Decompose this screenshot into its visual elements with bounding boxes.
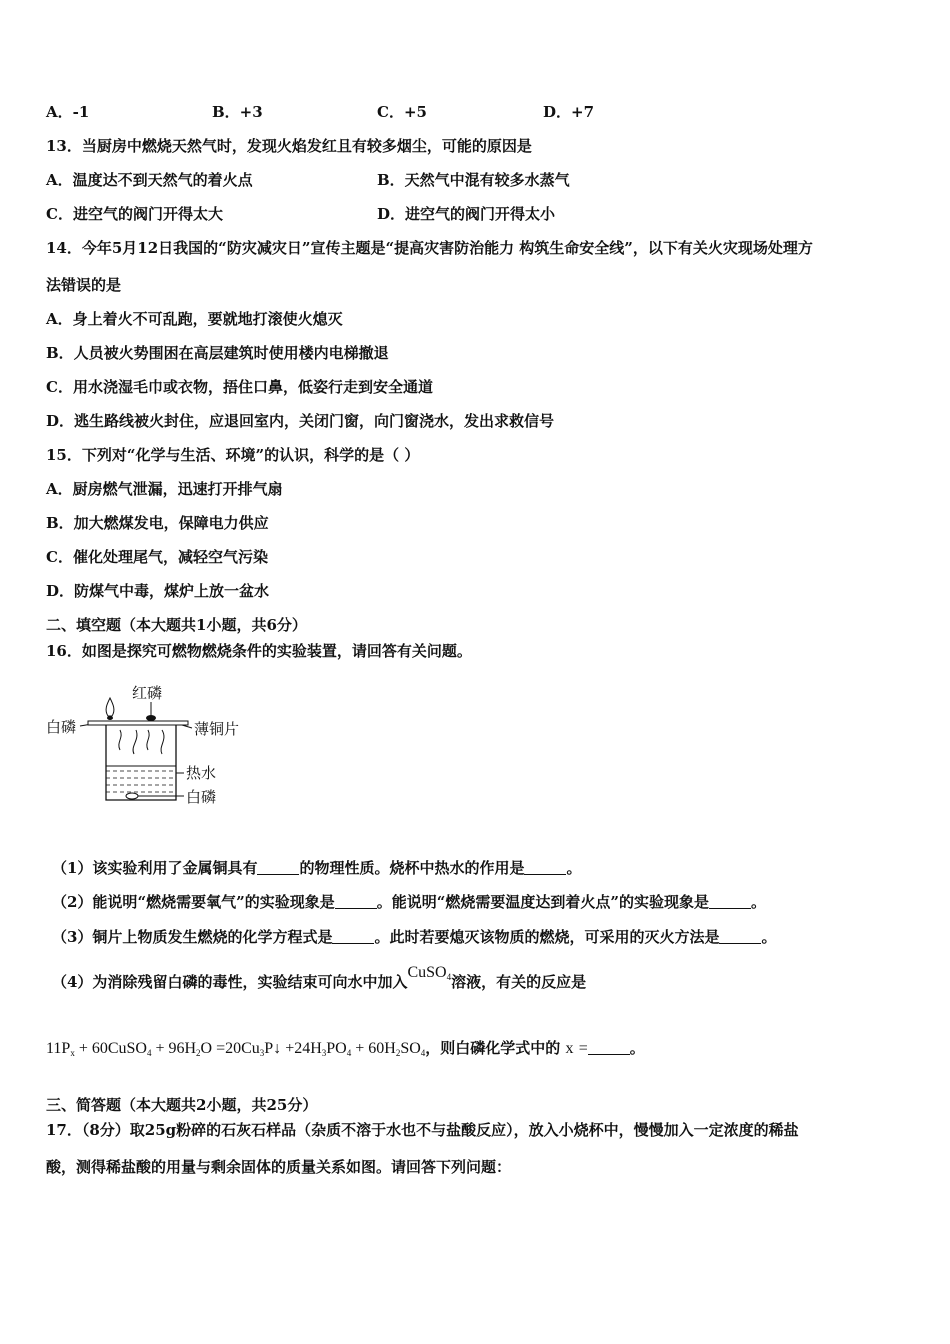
q16-part4 bbox=[52, 964, 587, 997]
equals-sign: = bbox=[578, 1040, 588, 1057]
q14-option-d: D．逃生路线被火封住，应退回室内，关闭门窗，向门窗浇水，发出求救信号 bbox=[46, 412, 555, 430]
q13-stem: 13．当厨房中燃烧天然气时，发现火焰发红且有较多烟尘，可能的原因是 bbox=[46, 137, 532, 155]
q16-part3 bbox=[52, 927, 776, 947]
q16-part3-text-a: （3）铜片上物质发生燃烧的化学方程式是 bbox=[52, 928, 333, 946]
answer-blank bbox=[335, 894, 377, 909]
fig-label-white-phosphorus-top: 白磷 bbox=[46, 718, 77, 736]
q13-option-c: C．进空气的阀门开得太大 bbox=[46, 205, 223, 223]
reaction-equation: $11P_x$ + 60CuSO$_4$ + $96H_2O$ $=20Cu_3P↓ +24H_3PO_4 + 60H_2SO_4$ bbox=[46, 1040, 426, 1058]
period: 。 bbox=[566, 859, 582, 877]
fig-label-copper-sheet: 薄铜片 bbox=[194, 720, 240, 738]
section2-heading: 二、填空题（本大题共1小题，共6分） bbox=[46, 616, 307, 634]
q14-stem-line1: 14．今年5月12日我国的“防灾减灾日”宣传主题是“提高灾害防治能力 构筑生命安全线”，以下有关火灾现场处理方 bbox=[46, 239, 813, 257]
answer-blank bbox=[257, 860, 299, 875]
q16-stem: 16．如图是探究可燃物燃烧条件的实验装置，请回答有关问题。 bbox=[46, 642, 472, 660]
q16-part3-text-b: 。此时若要熄灭该物质的燃烧，可采用的灭火方法是 bbox=[374, 928, 720, 946]
combustion-apparatus-figure bbox=[44, 678, 254, 810]
period: 。 bbox=[750, 893, 766, 911]
answer-blank bbox=[332, 929, 374, 944]
q16-part1-text-b: 的物理性质。烧杯中热水的作用是 bbox=[299, 859, 525, 877]
q13-option-d: D．进空气的阀门开得太小 bbox=[377, 205, 556, 223]
fig-label-red-phosphorus: 红磷 bbox=[132, 684, 163, 702]
q16-part2 bbox=[52, 892, 766, 912]
q16-part4-text-b: 溶液，有关的反应是 bbox=[451, 973, 587, 991]
answer-blank bbox=[719, 929, 761, 944]
fig-label-hot-water: 热水 bbox=[186, 764, 217, 782]
q12-option-b: B．+3 bbox=[212, 103, 263, 121]
var-x: x bbox=[565, 1040, 574, 1057]
q15-option-d: D．防煤气中毒，煤炉上放一盆水 bbox=[46, 582, 270, 600]
q14-option-b: B．人员被火势围困在高层建筑时使用楼内电梯撤退 bbox=[46, 344, 389, 362]
answer-blank bbox=[524, 860, 566, 875]
q12-option-a: A．-1 bbox=[46, 103, 90, 121]
fig-label-white-phosphorus-bottom: 白磷 bbox=[186, 788, 217, 806]
q17-line1: 17．（8分）取25g粉碎的石灰石样品（杂质不溶于水也不与盐酸反应），放入小烧杯中，慢慢加入一定浓度的稀盐 bbox=[46, 1121, 799, 1139]
cuso4-formula: CuSO$_4$ bbox=[407, 964, 452, 982]
eq-tail-text: ，则白磷化学式中的 bbox=[425, 1039, 561, 1057]
q16-part2-text-b: 。能说明“燃烧需要温度达到着火点”的实验现象是 bbox=[376, 893, 709, 911]
q12-option-d: D．+7 bbox=[543, 103, 595, 121]
q14-option-a: A．身上着火不可乱跑，要就地打滚使火熄灭 bbox=[46, 310, 343, 328]
q13-option-a: A．温度达不到天然气的着火点 bbox=[46, 171, 253, 189]
q12-option-c: C．+5 bbox=[377, 103, 427, 121]
q15-option-c: C．催化处理尾气，减轻空气污染 bbox=[46, 548, 268, 566]
section3-heading: 三、简答题（本大题共2小题，共25分） bbox=[46, 1096, 318, 1114]
q14-stem-line2: 法错误的是 bbox=[46, 276, 122, 294]
period: 。 bbox=[761, 928, 777, 946]
q14-option-c: C．用水浇湿毛巾或衣物，捂住口鼻，低姿行走到安全通道 bbox=[46, 378, 433, 396]
answer-blank bbox=[588, 1040, 630, 1055]
q16-part1-text-a: （1）该实验利用了金属铜具有 bbox=[52, 859, 258, 877]
q15-option-b: B．加大燃煤发电，保障电力供应 bbox=[46, 514, 269, 532]
q17-line2: 酸，测得稀盐酸的用量与剩余固体的质量关系如图。请回答下列问题： bbox=[46, 1158, 512, 1176]
q15-option-a: A．厨房燃气泄漏，迅速打开排气扇 bbox=[46, 480, 283, 498]
q15-stem: 15．下列对“化学与生活、环境”的认识，科学的是（ ） bbox=[46, 446, 420, 464]
q16-part4-text-a: （4）为消除残留白磷的毒性，实验结束可向水中加入 bbox=[52, 973, 408, 991]
reaction-equation-line bbox=[46, 1038, 645, 1063]
q16-part1 bbox=[52, 858, 581, 878]
q13-option-b: B．天然气中混有较多水蒸气 bbox=[377, 171, 570, 189]
answer-blank bbox=[709, 894, 751, 909]
q16-part2-text-a: （2）能说明“燃烧需要氧气”的实验现象是 bbox=[52, 893, 335, 911]
period: 。 bbox=[629, 1039, 645, 1057]
